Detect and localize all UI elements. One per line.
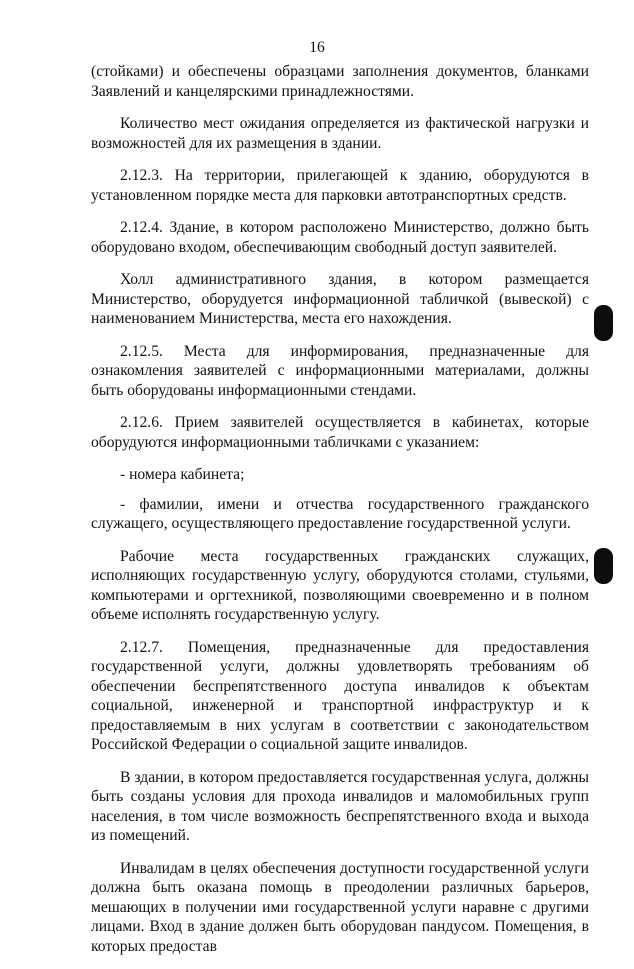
paragraph-2-12-5: 2.12.5. Места для информирования, предназначенные для ознакомления заявителей с информационными материалами, должны быть оборудованы информационными стендами. [91,342,589,399]
paragraph-waiting-places: Количество мест ожидания определяется из фактической нагрузки и возможностей для их размещения в здании. [91,115,589,152]
paragraph-2-12-4: 2.12.4. Здание, в котором расположено Министерство, должно быть оборудовано входом, обеспечивающим свободный доступ заявителей. [91,219,589,256]
paragraph-2-12-7: 2.12.7. Помещения, предназначенные для предоставления государственной услуги, должны удовлетворять требованиям об обеспечении беспрепятственного доступа инвалидов к объектам социальной, инженерной и транспортной инфраструктур и к предоставляемым в них услугам в соответствии с законодательством Российской Федерации о социальной защите инвалидов. [91,638,589,753]
punch-hole-mark [594,548,613,584]
paragraph-workplaces: Рабочие места государственных гражданских служащих, исполняющих государственную услугу, оборудуются столами, стульями, компьютерами и оргтехникой, позволяющими своевременно и в полном объеме исполнять государственную услугу. [91,547,589,623]
paragraph-continuation: (стойками) и обеспечены образцами заполнения документов, бланками Заявлений и канцелярскими принадлежностями. [91,63,589,100]
paragraph-accessibility-conditions: В здании, в котором предоставляется государственная услуга, должны быть созданы условия для прохода инвалидов и маломобильных групп населения, в том числе возможность беспрепятственного входа и выхода из помещений. [91,768,589,844]
paragraph-2-12-6: 2.12.6. Прием заявителей осуществляется в кабинетах, которые оборудуются информационными табличками с указанием: [91,414,589,451]
document-body [91,62,589,969]
paragraph-disabled-assistance: Инвалидам в целях обеспечения доступности государственной услуги должна быть оказана помощь в преодолении различных барьеров, мешающих в получении ими государственной услуги наравне с другими лицами. Вход в здание должен быть оборудован пандусом. Помещения, в которых предостав [91,859,589,955]
list-item-cabinet-number: - номера кабинета; [120,466,245,483]
page-number: 16 [309,39,325,56]
list-item-employee-name: - фамилии, имени и отчества государственного гражданского служащего, осуществляющего предоставление государственной услуги. [91,495,589,532]
paragraph-2-12-3: 2.12.3. На территории, прилегающей к зданию, оборудуются в установленном порядке места для парковки автотранспортных средств. [91,167,589,204]
paragraph-hall: Холл административного здания, в котором размещается Министерство, оборудуется информационной табличкой (вывеской) с наименованием Министерства, места его нахождения. [91,271,589,327]
punch-hole-mark [594,305,613,341]
